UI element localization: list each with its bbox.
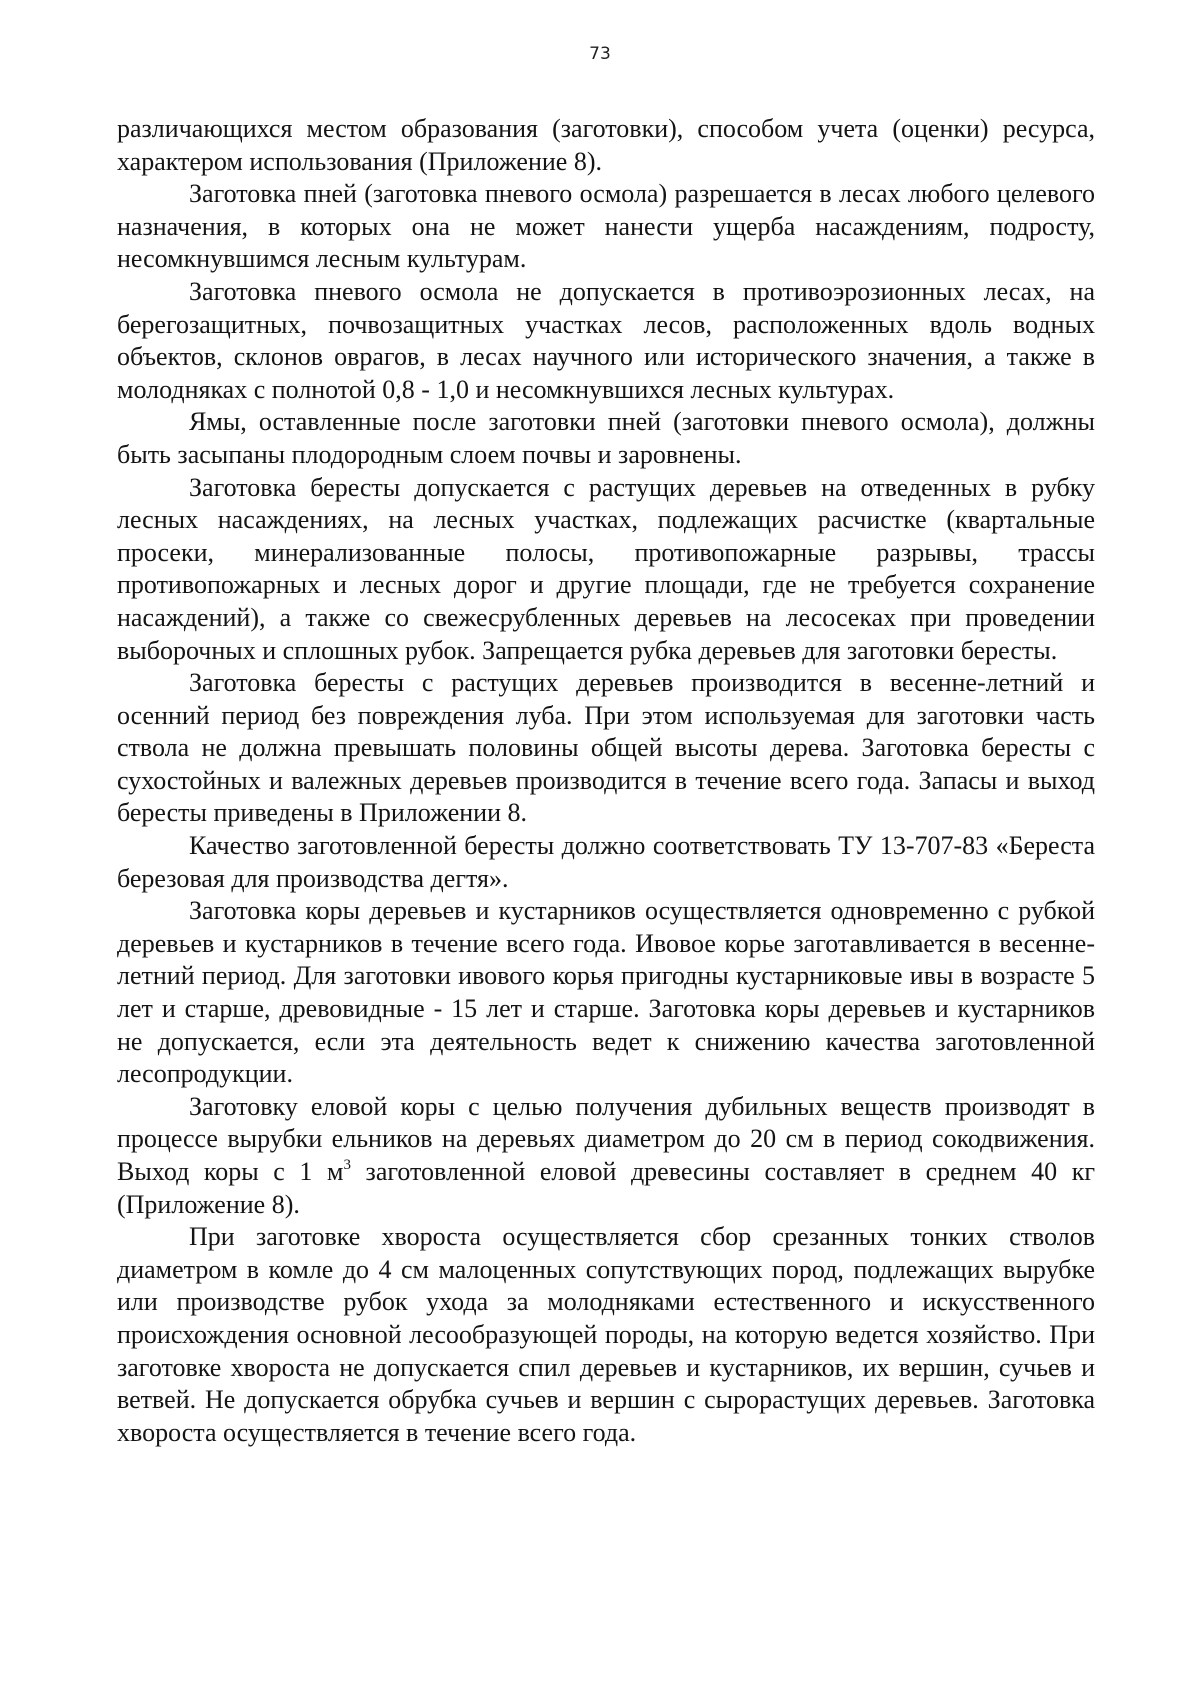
paragraph-pits: Ямы, оставленные после заготовки пней (заготовки пневого осмола), должны быть засыпаны плодородным слоем почвы и заровнены. (117, 407, 1095, 469)
spruce-bark-text-before: Заготовку еловой коры с целью получения дубильных веществ производят в процессе вырубки ельников на деревьях диаметром до 20 см в период сокодвижения. Выход коры с 1 м (117, 1091, 1095, 1186)
paragraph-birch-bark-allowed: Заготовка бересты допускается с растущих деревьев на отведенных в рубку лесных насаждениях, на лесных участках, подлежащих расчистке (квартальные просеки, минерализованные полосы, противопожарные разрывы, трассы противопожарных и лесных дорог и другие площади, где не требуется сохранение насаждений), а также со свежесрубленных деревьев на лесосеках при проведении выборочных и сплошных рубок. Запрещается рубка деревьев для заготовки бересты. (117, 472, 1095, 665)
paragraph-resin-restrictions: Заготовка пневого осмола не допускается в противоэрозионных лесах, на берегозащитных, почвозащитных участках лесов, расположенных вдоль водных объектов, склонов оврагов, в лесах научного или исторического значения, а также в молодняках с полнотой 0,8 - 1,0 и несомкнувшихся лесных культурах. (117, 276, 1095, 404)
cubic-superscript: 3 (343, 1157, 351, 1173)
paragraph-birch-bark-quality: Качество заготовленной бересты должно соответствовать ТУ 13-707-83 «Береста березовая для производства дегтя». (117, 831, 1095, 893)
paragraph-bark-harvesting: Заготовка коры деревьев и кустарников осуществляется одновременно с рубкой деревьев и кустарников в течение всего года. Ивовое корье заготавливается в весенне-летний период. Для заготовки ивового корья пригодны кустарниковые ивы в возрасте 5 лет и старше, древовидные - 15 лет и старше. Заготовка коры деревьев и кустарников не допускается, если эта деятельность ведет к снижению качества заготовленной лесопродукции. (117, 896, 1095, 1089)
spruce-bark-text-after: заготовленной еловой древесины составляет в среднем 40 кг (Приложение 8). (117, 1157, 1095, 1219)
paragraph-stump-harvesting: Заготовка пней (заготовка пневого осмола) разрешается в лесах любого целевого назначения, в которых она не может нанести ущерба насаждениям, подросту, несомкнувшимся лесным культурам. (117, 179, 1095, 274)
page-number: 73 (589, 44, 611, 64)
paragraph-brushwood: При заготовке хвороста осуществляется сбор срезанных тонких стволов диаметром в комле до 4 см малоценных сопутствующих пород, подлежащих вырубке или производстве рубок ухода за молодняками естественного и искусственного происхождения основной лесообразующей породы, на которую ведется хозяйство. При заготовке хвороста не допускается спил деревьев и кустарников, их вершин, сучьев и ветвей. Не допускается обрубка сучьев и вершин с сырорастущих деревьев. Заготовка хвороста осуществляется в течение всего года. (117, 1222, 1095, 1447)
paragraph-birch-bark-season: Заготовка бересты с растущих деревьев производится в весенне-летний и осенний период без повреждения луба. При этом используемая для заготовки часть ствола не должна превышать половины общей высоты дерева. Заготовка бересты с сухостойных и валежных деревьев производится в течение всего года. Запасы и выход бересты приведены в Приложении 8. (117, 668, 1095, 828)
text-body (117, 113, 1095, 1449)
paragraph-spruce-bark (117, 1091, 1095, 1221)
paragraph-continuation: различающихся местом образования (заготовки), способом учета (оценки) ресурса, характером использования (Приложение 8). (117, 114, 1095, 176)
